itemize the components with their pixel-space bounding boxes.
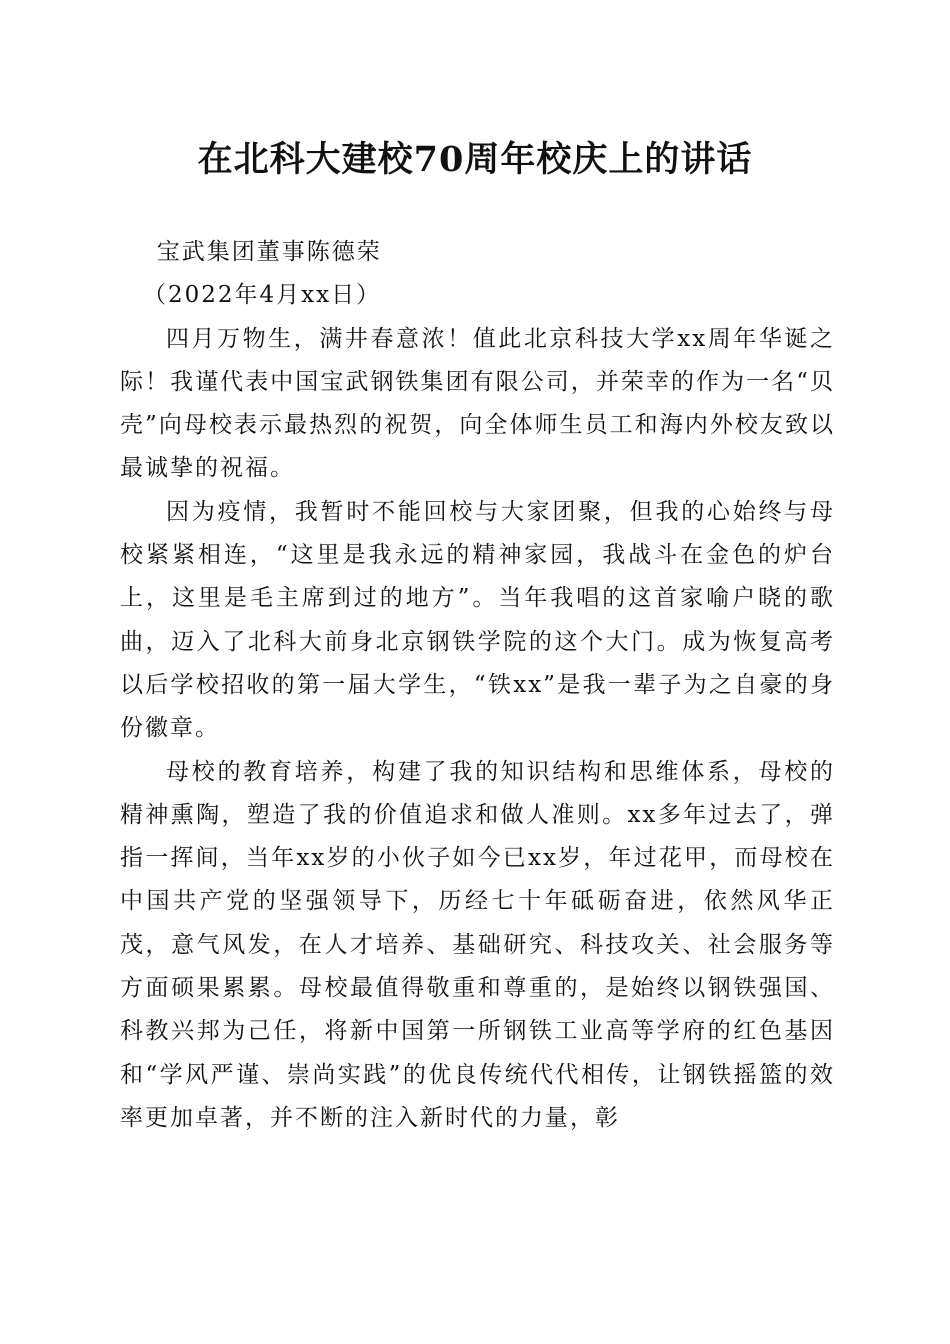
speaker-line: 宝武集团董事陈德荣	[156, 239, 382, 265]
paragraph-3: 母校的教育培养，构建了我的知识结构和思维体系，母校的精神熏陶，塑造了我的价值追求和做人准则。xx多年过去了，弹指一挥间，当年xx岁的小伙子如今已xx岁，年过花甲，而母校在中国共产党的坚强领导下，历经七十年砥砺奋进，依然风华正茂，意气风发，在人才培养、基础研究、科技攻关、社会服务等方面硕果累累。母校最值得敬重和尊重的，是始终以钢铁强国、科教兴邦为己任，将新中国第一所钢铁工业高等学府的红色基因和“学风严谨、崇尚实践”的优良传统代代相传，让钢铁摇篮的效率更加卓著，并不断的注入新时代的力量，彰	[120, 758, 835, 1131]
document-body	[120, 231, 835, 1140]
paragraph-2: 因为疫情，我暂时不能回校与大家团聚，但我的心始终与母校紧紧相连，“这里是我永远的精神家园，我战斗在金色的炉台上，这里是毛主席到过的地方”。当年我唱的这首家喻户晓的歌曲，迈入了北科大前身北京钢铁学院的这个大门。成为恢复高考以后学校招收的第一届大学生，“铁xx”是我一辈子为之自豪的身份徽章。	[120, 498, 835, 742]
paragraph-1: 四月万物生，满井春意浓！值此北京科技大学xx周年华诞之际！我谨代表中国宝武钢铁集团有限公司，并荣幸的作为一名“贝壳”向母校表示最热烈的祝贺，向全体师生员工和海内外校友致以最诚挚的祝福。	[120, 325, 835, 482]
date-line: （2022年4月xx日）	[143, 282, 382, 309]
document-title: 在北科大建校70周年校庆上的讲话	[197, 139, 753, 180]
